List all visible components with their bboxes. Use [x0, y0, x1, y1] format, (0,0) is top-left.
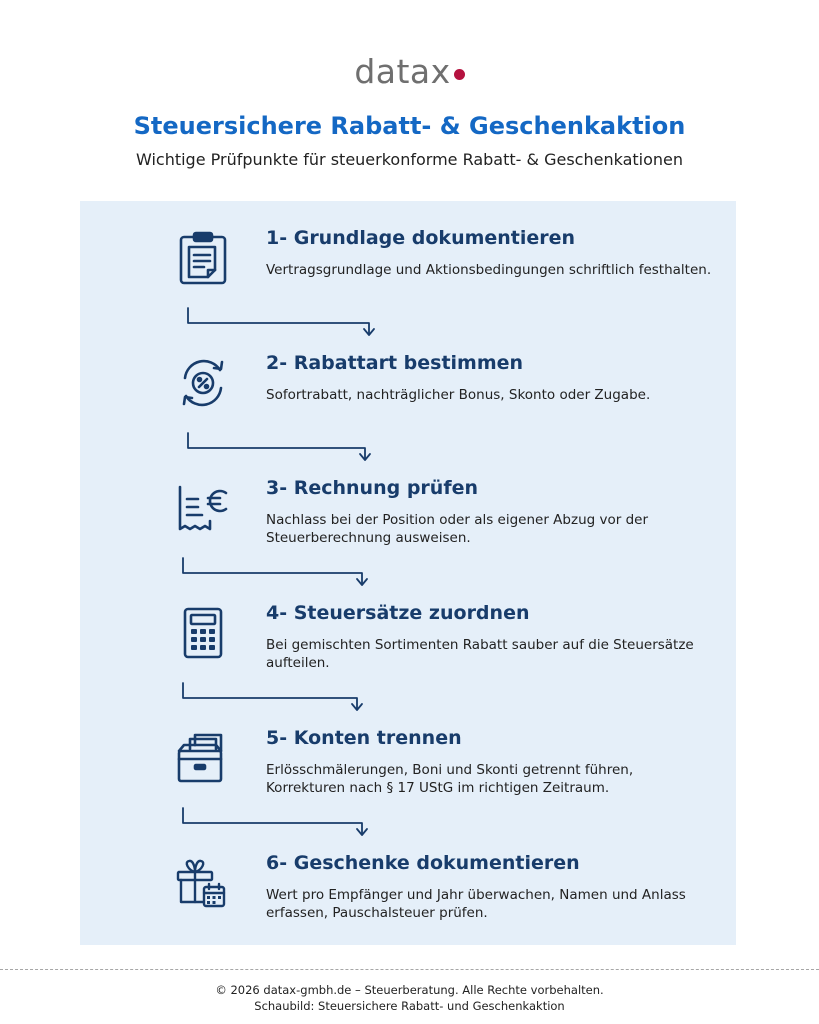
step-title: 4- Steuersätze zuordnen	[266, 602, 530, 624]
step-description: Vertragsgrundlage und Aktionsbedingungen schriftlich festhalten.	[266, 262, 712, 278]
invoice-euro-icon	[176, 481, 230, 535]
step-3	[80, 451, 736, 561]
step-title: 2- Rabattart bestimmen	[266, 352, 524, 374]
step-6	[80, 826, 736, 936]
step-1	[80, 201, 736, 311]
step-description: Wert pro Empfänger und Jahr überwachen, Namen und Anlass erfassen, Pauschalsteuer prüfen.	[266, 887, 686, 921]
step-description: Bei gemischten Sortimenten Rabatt sauber auf die Steuersätze aufteilen.	[266, 637, 694, 671]
step-2	[80, 326, 736, 436]
logo-text: datax	[354, 52, 451, 91]
page-subtitle: Wichtige Prüfpunkte für steuerkonforme Rabatt- & Geschenkationen	[135, 150, 683, 169]
footer	[0, 982, 819, 1014]
calculator-icon	[176, 606, 230, 660]
step-5	[80, 701, 736, 811]
step-title: 6- Geschenke dokumentieren	[266, 852, 580, 874]
footer-copyright: © 2026 datax-gmbh.de – Steuerberatung. Alle Rechte vorbehalten.	[215, 983, 604, 997]
footer-caption: Schaubild: Steuersichere Rabatt- und Geschenkaktion	[254, 999, 565, 1013]
gift-calendar-icon	[176, 856, 230, 910]
step-description: Sofortrabatt, nachträglicher Bonus, Skonto oder Zugabe.	[266, 387, 651, 403]
step-title: 1- Grundlage dokumentieren	[266, 227, 576, 249]
step-title: 5- Konten trennen	[266, 727, 462, 749]
brand-logo	[0, 52, 819, 91]
step-description: Erlösschmälerungen, Boni und Skonti getrennt führen, Korrekturen nach § 17 UStG im richtigen Zeitraum.	[266, 762, 634, 796]
steps-panel	[80, 201, 736, 945]
logo-dot	[454, 69, 465, 80]
footer-divider	[0, 969, 819, 970]
archive-box-icon	[176, 731, 230, 785]
clipboard-icon	[176, 231, 230, 285]
page-title: Steuersichere Rabatt- & Geschenkaktion	[133, 112, 686, 140]
step-title: 3- Rechnung prüfen	[266, 477, 478, 499]
step-4	[80, 576, 736, 686]
percent-cycle-icon	[176, 356, 230, 410]
step-description: Nachlass bei der Position oder als eigener Abzug vor der Steuerberechnung ausweisen.	[266, 512, 649, 546]
